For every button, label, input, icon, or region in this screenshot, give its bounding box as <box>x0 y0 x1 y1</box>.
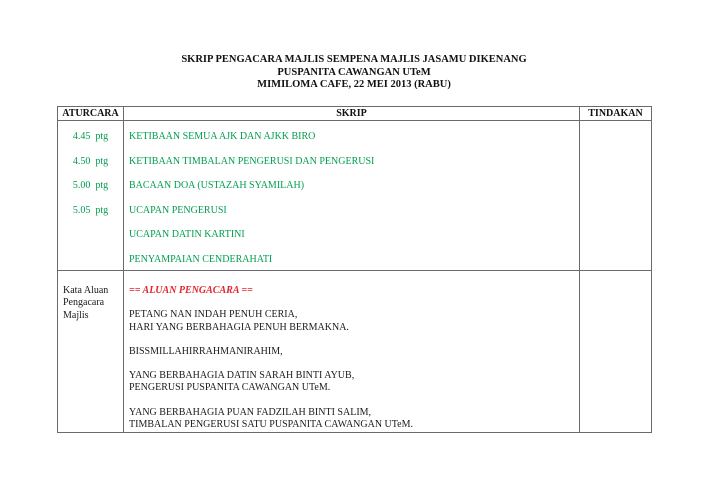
skrip-line: PENYAMPAIAN CENDERAHATI <box>129 253 273 265</box>
skrip-line: KETIBAAN SEMUA AJK DAN AJKK BIRO <box>129 131 316 142</box>
title-line-3: MIMILOMA CAFE, 22 MEI 2013 (RABU) <box>257 79 451 91</box>
script-line: YANG BERBAHAGIA PUAN FADZILAH BINTI SALIM, <box>129 406 372 418</box>
script-paragraph <box>129 407 571 432</box>
column-header-aturcara: ATURCARA <box>58 107 124 121</box>
section2-aturcara-cell <box>58 271 124 432</box>
skrip-line: UCAPAN PENGERUSI <box>129 204 227 216</box>
time-entry: 4.50 ptg <box>72 155 109 167</box>
script-paragraph <box>129 346 571 358</box>
column-header-skrip: SKRIP <box>124 107 580 121</box>
section2-skrip-cell <box>124 271 580 432</box>
document-title <box>0 54 708 92</box>
skrip-line: KETIBAAN TIMBALAN PENGERUSI DAN PENGERUSI <box>129 155 375 167</box>
column-header-tindakan: TINDAKAN <box>580 107 651 121</box>
aturcara-label-line: Kata Aluan <box>63 285 109 296</box>
time-entry: 5.00 ptg <box>72 180 109 192</box>
aturcara-label-line: Majlis <box>63 309 89 321</box>
script-line: YANG BERBAHAGIA DATIN SARAH BINTI AYUB, <box>129 370 355 382</box>
script-line: TIMBALAN PENGERUSI SATU PUSPANITA CAWANGAN UTeM. <box>129 419 414 431</box>
skrip-line: UCAPAN DATIN KARTINI <box>129 229 245 241</box>
time-entry: 5.05 ptg <box>72 204 109 216</box>
script-line: PENGERUSI PUSPANITA CAWANGAN UTeM. <box>129 382 331 394</box>
script-line: PETANG NAN INDAH PENUH CERIA, <box>129 309 298 321</box>
programme-table <box>57 106 652 433</box>
section2-tindakan-cell <box>580 271 651 432</box>
title-line-1: SKRIP PENGACARA MAJLIS SEMPENA MAJLIS JASAMU DIKENANG <box>181 54 527 65</box>
aturcara-label-line: Pengacara <box>63 297 105 309</box>
section1-tindakan-cell <box>580 121 651 271</box>
section1-aturcara-cell <box>58 121 124 271</box>
script-paragraph <box>129 370 571 395</box>
time-entry: 4.45 ptg <box>72 131 109 142</box>
script-line: HARI YANG BERBAHAGIA PENUH BERMAKNA. <box>129 321 349 333</box>
skrip-line: BACAAN DOA (USTAZAH SYAMILAH) <box>129 180 305 192</box>
script-line: BISSMILLAHIRRAHMANIRAHIM, <box>129 345 283 357</box>
title-line-2: PUSPANITA CAWANGAN UTeM <box>277 66 431 78</box>
mc-heading: == ALUAN PENGACARA == <box>129 285 253 296</box>
script-paragraph <box>129 309 571 334</box>
section1-skrip-cell <box>124 121 580 271</box>
